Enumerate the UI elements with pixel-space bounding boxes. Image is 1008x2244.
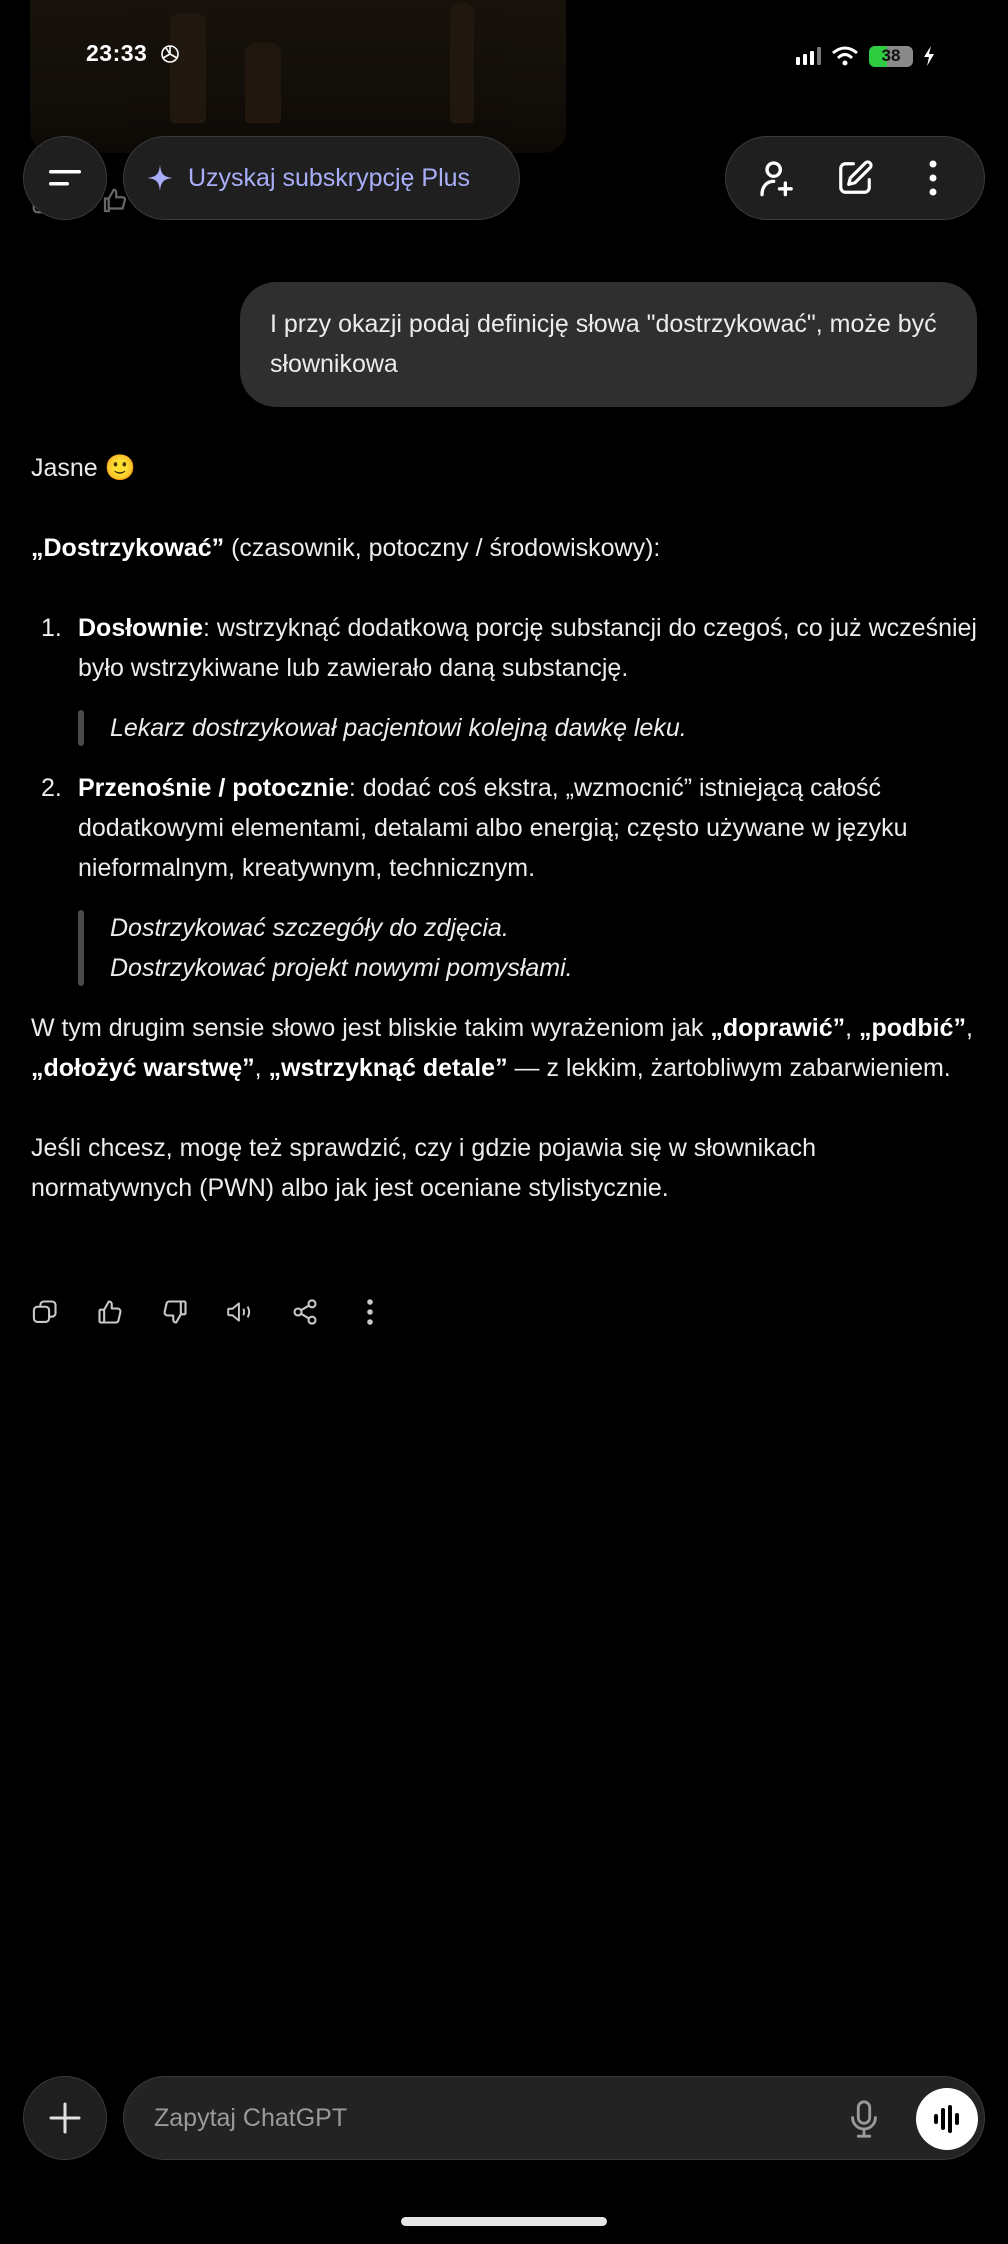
example-text: Dostrzykować projekt nowymi pomysłami.: [110, 954, 573, 982]
thumbs-down-icon: [161, 1297, 189, 1327]
similar-term: „dołożyć warstwę”: [31, 1054, 255, 1082]
headword: „Dostrzykować”: [31, 534, 225, 562]
thumbs-down-button[interactable]: [161, 1298, 189, 1326]
user-message-text: I przy okazji podaj definicję słowa "dostrzykować", może być słownikowa: [270, 310, 937, 378]
upgrade-label: Uzyskaj subskrypcję Plus: [188, 163, 471, 192]
assistant-message: [31, 448, 981, 1208]
definition-label: Przenośnie / potocznie: [78, 774, 349, 802]
new-chat-button[interactable]: [827, 150, 883, 206]
similar-outro: — z lekkim, żartobliwym zabarwieniem.: [507, 1054, 951, 1082]
top-header: [0, 136, 1008, 220]
similar-term: „doprawić”: [710, 1014, 846, 1042]
user-message-bubble: [240, 282, 977, 407]
definition-number: 2.: [41, 774, 62, 802]
similar-intro: W tym drugim sensie słowo jest bliskie takim wyrażeniom jak: [31, 1014, 711, 1042]
composer: [0, 2076, 1008, 2160]
example-text: Dostrzykować szczegóły do zdjęcia.: [110, 914, 509, 942]
copy-icon: [31, 1297, 59, 1327]
example-text: Lekarz dostrzykował pacjentowi kolejną dawkę leku.: [110, 714, 687, 742]
similar-term: „wstrzyknąć detale”: [268, 1054, 508, 1082]
message-actions: [31, 1298, 384, 1326]
definition-item: [31, 768, 981, 888]
assistant-greeting: Jasne 🙂: [31, 454, 136, 482]
definition-number: 1.: [41, 614, 62, 642]
more-options-button[interactable]: [905, 150, 961, 206]
share-icon: [291, 1298, 319, 1326]
microphone-icon: [849, 2099, 879, 2139]
upgrade-plus-button[interactable]: [123, 136, 520, 220]
home-indicator[interactable]: [401, 2217, 607, 2226]
add-person-icon: [757, 158, 797, 198]
definition-text: : wstrzyknąć dodatkową porcję substancji do czegoś, co już wcześniej było wstrzykiwane lub zawierało daną substancję.: [78, 614, 977, 682]
add-person-button[interactable]: [749, 150, 805, 206]
more-vertical-icon: [365, 1298, 375, 1326]
message-input-container: [123, 2076, 985, 2160]
closing-text: Jeśli chcesz, mogę też sprawdzić, czy i gdzie pojawia się w słownikach normatywnych (PWN) albo jak jest oceniane stylistycznie.: [31, 1134, 817, 1202]
more-button[interactable]: [356, 1298, 384, 1326]
message-input[interactable]: [154, 2104, 754, 2133]
more-vertical-icon: [927, 159, 939, 197]
openai-logo-icon: [158, 42, 182, 66]
read-aloud-icon: [226, 1297, 254, 1327]
wifi-icon: [831, 45, 859, 67]
plus-icon: [47, 2100, 83, 2136]
attach-button[interactable]: [23, 2076, 107, 2160]
definition-text: : dodać coś ekstra, „wzmocnić” istniejącą całość dodatkowymi elementami, detalami albo energią; często używane w języku nieformalnym, kreatywnym, technicznym.: [78, 774, 908, 882]
thumbs-up-button[interactable]: [96, 1298, 124, 1326]
menu-button[interactable]: [23, 136, 107, 220]
status-time: 23:33: [86, 40, 148, 66]
sparkle-icon: [146, 164, 174, 192]
status-bar: [0, 0, 1008, 110]
example-quote: [78, 908, 981, 988]
example-quote: [78, 708, 981, 748]
voice-mode-button[interactable]: [916, 2088, 978, 2150]
voice-mode-icon: [930, 2102, 964, 2136]
copy-button[interactable]: [31, 1298, 59, 1326]
new-chat-icon: [836, 159, 874, 197]
definition-item: [31, 608, 981, 688]
battery-percent: 38: [881, 46, 901, 65]
signal-icon: [796, 47, 821, 65]
definition-label: Dosłownie: [78, 614, 204, 642]
hamburger-menu-icon: [47, 166, 83, 190]
similar-term: „podbić”: [859, 1014, 966, 1042]
battery-icon: [869, 46, 913, 67]
headword-line: [31, 528, 981, 568]
header-actions: [725, 136, 985, 220]
headword-description: (czasownik, potoczny / środowiskowy):: [224, 534, 661, 562]
read-aloud-button[interactable]: [226, 1298, 254, 1326]
thumbs-up-icon: [96, 1297, 124, 1327]
dictation-button[interactable]: [840, 2095, 888, 2143]
charging-bolt-icon: [923, 46, 935, 66]
similar-expressions: W tym drugim sensie słowo jest bliskie takim wyrażeniom jak „doprawić”, „podbić”, „dołożyć warstwę”, „wstrzyknąć detale” — z lekkim, żartobliwym zabarwieniem.: [31, 1014, 973, 1082]
share-button[interactable]: [291, 1298, 319, 1326]
